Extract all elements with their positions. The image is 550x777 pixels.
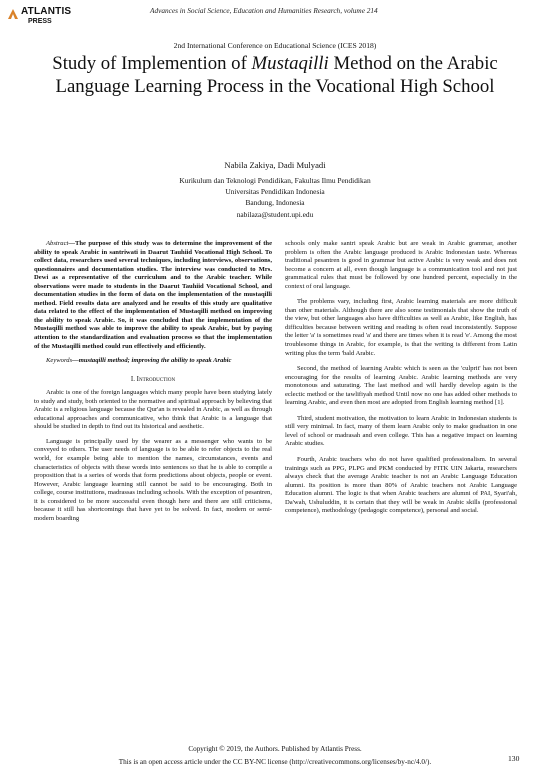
author-email: nabilaza@student.upi.edu xyxy=(236,209,314,219)
title-emphasis: Mustaqilli xyxy=(251,53,329,74)
section-heading-introduction: I. Introduction xyxy=(130,375,176,383)
left-column xyxy=(34,240,272,523)
copyright-notice: Copyright © 2019, the Authors. Published by Atlantis Press. xyxy=(188,745,362,753)
atlantis-press-logo xyxy=(6,6,86,38)
author-names: Nabila Zakiya, Dadi Mulyadi xyxy=(224,160,326,170)
license-notice: This is an open access article under the CC BY-NC license (http://creativecommons.org/licenses/by-nc/4.0/). xyxy=(118,758,432,766)
journal-header: Advances in Social Science, Education and Humanities Research, volume 214 xyxy=(150,6,378,15)
paper-title xyxy=(20,52,530,98)
body-paragraph: Second, the method of learning Arabic which is seen as the 'culprit' has not been encouraging for the results of learning Arabic. Arabic learning methods are very monotonous and saturating. The last method and will hardly develop again is the eclectic method or the tawlifiyah method Until now no one has added other methods to learning Arabic, and even then most are adopted from English learning method [1]. xyxy=(285,365,517,407)
publisher-name-line1: ATLANTIS xyxy=(21,6,72,17)
page-number: 130 xyxy=(508,754,520,763)
affiliation-city: Bandung, Indonesia xyxy=(245,198,305,208)
abstract-label: Abstract xyxy=(46,240,69,247)
body-paragraph: Fourth, Arabic teachers who do not have qualified professionalism. In several trainings such as PPG, PLPG and PKM conducted by FITK UIN Jakarta, researchers always check that the average Arabic teacher is not an Arabic Language Education alumni. Its position is more than 80% of Arabic teachers not Arabic Language Education alumni. The logic is that when Arabic teachers are alumni of PAI, Syari'ah, Da'wah, Ushuluddin, it is certain that they will be weak in Arabic skills (professional competence), methodology (pedagogic competence), personal and social. xyxy=(285,456,517,515)
affiliation-university: Universitas Pendidikan Indonesia xyxy=(225,187,325,197)
atlantis-logo-icon xyxy=(6,7,20,21)
body-paragraph: schools only make santri speak Arabic but are weak in Arabic grammar, another problem is often the Arabic language produced is Arabic Indonesian taste. Whereas traditional pesantren is good in grammar but active Arabic is very weak and does not become a concern at all, even though language is a communication tool and not just grammatical rules that must be followed by one hundred percent, especially in the context of oral language. xyxy=(285,240,517,290)
keywords xyxy=(34,357,272,366)
keywords-label: Keywords xyxy=(46,357,73,365)
body-paragraph: Arabic is one of the foreign languages which many people have been studying lately to study and study, both oriented to the normative and spiritual approach by believing that Arabic is a religious language because the Qur'an is revealed in Arabic, as well as through educational approaches and communicative, who think that Arabic is a language that should be studied in depth to find out its historical and aesthetic. xyxy=(34,389,272,431)
body-paragraph: Language is principally used by the wearer as a messenger who wants to be conveyed to others. The user needs of language is to be able to refer objects to the real world, for example being able to mention the names, circumstances, events and characteristics of objects with these words into sentences so that he is able to compile a proposition that is a series of words that form predictions about objects, people or event. However, Arabic language learning still cannot be said to be encouraging. Both in college, course institutions, madrassas including schools. With the exception of pesantren, it is considered to be more successful even though here and there are still criticisms, because it still has shortcomings that have yet to be solved. In fact, modern or semi-modern boarding xyxy=(34,437,272,522)
affiliation-department: Kurikulum dan Teknologi Pendidikan, Fakultas Ilmu Pendidikan xyxy=(179,176,371,185)
title-part1: Study of Implemention of xyxy=(52,53,252,74)
conference-name: 2nd International Conference on Educational Science (ICES 2018) xyxy=(173,41,377,50)
publisher-name-line2: PRESS xyxy=(28,18,52,25)
body-paragraph: Third, student motivation, the motivation to learn Arabic in Indonesian students is still very minimal. In fact, many of them learn Arabic only to make graduation in one level of school or madrasah and even college. This has a negative impact on learning Arabic studies. xyxy=(285,414,517,448)
title-part2: Method on the Arabic Language Learning Process in the Vocational High School xyxy=(55,53,498,97)
body-paragraph: The problems vary, including first, Arabic learning materials are more difficult than other materials. Although there are also some testimonials that show the truth of the view, but other languages also have difficulties as well as Arabic, like English, has difficulties because between writing and reading is often read inconsistently. Suppose the letter 'a' is sometimes read 'a' and there are times when it is read 'e'. Among the most troublesome things in Arabic, for example, is that the writing is different from Latin writing plus the term 'bald Arabic. xyxy=(285,298,517,357)
keywords-text: —mustaqilli method; improving the ability to speak Arabic xyxy=(72,357,232,365)
abstract-text: —The purpose of this study was to determine the improvement of the ability to speak Arabic in santriwati in Daarut Tauhiid Vocational High School. To collect data, researchers used several techniques, including interviews, observations, questionnaires and documentation studies. The interview was conducted to Mrs. Dewi as a representative of the curriculum and to the Arabic teacher. While observations were made to students in the Daarut Tauhiid Vocational School, and documentation studies in the form of data on the implementation of the mustaqilli method. Field results data are analyzed and he results of this study are qualitative data related to the effect of the implementation of Mustaqilli method on improving the ability to speak Arabic. So, it was concluded that the implementation of the Mustaqilli method was able to improve the ability to speak Arabic, but by paying attention to the standardization and evaluation process so that the implementation of the Mustaqilli method could run effectively and efficiently. xyxy=(34,240,272,350)
right-column xyxy=(285,240,517,516)
abstract xyxy=(34,240,272,351)
affiliation-block xyxy=(0,175,550,220)
